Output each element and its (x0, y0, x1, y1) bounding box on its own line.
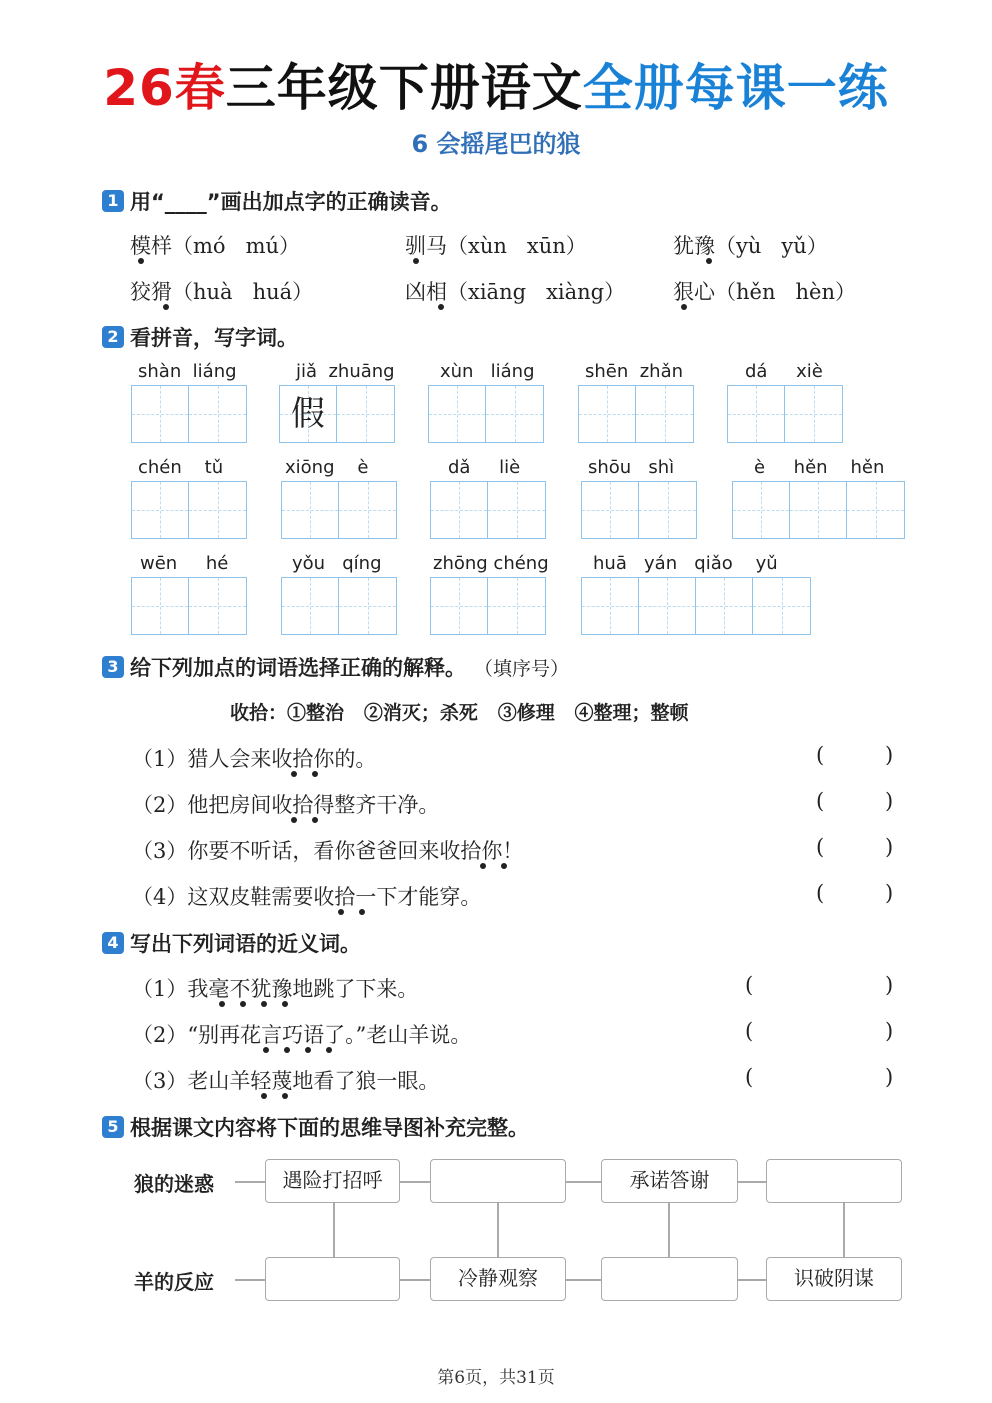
page-title (0, 56, 992, 120)
answer-paren-open: ( (816, 835, 825, 859)
emphasis-dot (240, 1001, 246, 1007)
q4-sentence: （3）老山羊轻蔑地看了狼一眼。 (132, 1069, 440, 1093)
emphasis-dot (263, 1047, 269, 1053)
connector-line (235, 1279, 265, 1281)
emphasis-dot (480, 863, 486, 869)
writing-grid[interactable] (131, 577, 247, 635)
q1-item: 狡猾（huà huá） (130, 280, 314, 304)
q1-item: 驯马（xùn xūn） (405, 234, 587, 258)
writing-grid[interactable] (581, 481, 697, 539)
connector-line (497, 1203, 499, 1257)
q1-item: 凶相（xiāng xiàng） (405, 280, 626, 304)
connector-line (333, 1203, 335, 1257)
q3-instruction: （填序号） (474, 657, 570, 680)
q1-item: 模样（mó mú） (130, 234, 301, 258)
answer-paren-open: ( (816, 789, 825, 813)
writing-grid[interactable] (281, 481, 397, 539)
q1-item: 犹豫（yù yǔ） (673, 234, 828, 258)
lesson-title: 6 会摇尾巴的狼 (411, 130, 581, 158)
emphasis-dot (438, 304, 444, 310)
answer-paren-close: ) (885, 1019, 894, 1043)
mindmap-answer-box[interactable] (766, 1159, 902, 1203)
q1-heading (102, 186, 452, 216)
q3-number: 3 (102, 656, 124, 678)
pinyin-label: dá xiè (745, 361, 823, 382)
mindmap-answer-box[interactable] (601, 1257, 738, 1301)
pinyin-label: jiǎ zhuāng (296, 361, 395, 382)
connector-line (566, 1181, 601, 1183)
q3-heading (102, 652, 569, 682)
pinyin-label: shēn zhǎn (585, 361, 684, 382)
answer-paren-close: ) (885, 835, 894, 859)
q3-title: 给下列加点的词语选择正确的解释。 (130, 656, 466, 680)
mindmap-label-wolf: 狼的迷惑 (134, 1172, 214, 1196)
writing-grid[interactable] (279, 385, 395, 443)
q4-sentence: （1）我毫不犹豫地跳了下来。 (132, 977, 419, 1001)
mindmap-answer-box[interactable] (430, 1159, 566, 1203)
q2-number: 2 (102, 326, 124, 348)
emphasis-dot (706, 258, 712, 264)
pinyin-label: xiōng è (285, 457, 369, 478)
emphasis-dot (261, 1093, 267, 1099)
answer-paren-close: ) (885, 789, 894, 813)
answer-paren-open: ( (745, 1065, 754, 1089)
q3-sentence: （3）你要不听话，看你爸爸回来收拾你！ (132, 839, 524, 863)
writing-grid[interactable] (727, 385, 843, 443)
emphasis-dot (312, 771, 318, 777)
pinyin-label: huā yán qiǎo yǔ (593, 553, 778, 574)
emphasis-dot (284, 1047, 290, 1053)
q4-heading (102, 928, 361, 958)
pinyin-label: yǒu qíng (292, 553, 382, 574)
connector-line (400, 1279, 430, 1281)
title-grade: 三年级下册语文 (225, 59, 583, 117)
title-series: 全册每课一练 (582, 59, 889, 117)
prefilled-char: 假 (291, 394, 325, 434)
answer-paren-close: ) (885, 973, 894, 997)
q1-item: 狠心（hěn hèn） (673, 280, 856, 304)
answer-paren-open: ( (745, 973, 754, 997)
pinyin-label: è hěn hěn (754, 457, 885, 478)
mindmap-box: 承诺答谢 (601, 1159, 738, 1203)
emphasis-dot (291, 771, 297, 777)
q3-sentence: （4）这双皮鞋需要收拾一下才能穿。 (132, 885, 482, 909)
q4-number: 4 (102, 932, 124, 954)
q3-sentence: （2）他把房间收拾得整齐干净。 (132, 793, 440, 817)
writing-grid[interactable] (281, 577, 397, 635)
emphasis-dot (261, 1001, 267, 1007)
emphasis-dot (291, 817, 297, 823)
writing-grid[interactable] (578, 385, 694, 443)
connector-line (566, 1279, 601, 1281)
pinyin-label: shàn liáng (138, 361, 237, 382)
q3-options: 收拾：①整治 ②消灭；杀死 ③修理 ④整理；整顿 (230, 702, 689, 724)
answer-paren-close: ) (885, 743, 894, 767)
answer-paren-open: ( (816, 743, 825, 767)
connector-line (738, 1181, 766, 1183)
mindmap-answer-box[interactable] (265, 1257, 400, 1301)
writing-grid[interactable] (732, 481, 905, 539)
emphasis-dot (338, 909, 344, 915)
writing-grid[interactable] (428, 385, 544, 443)
emphasis-dot (305, 1047, 311, 1053)
emphasis-dot (501, 863, 507, 869)
writing-grid[interactable] (430, 481, 546, 539)
connector-line (738, 1279, 766, 1281)
pinyin-label: chén tǔ (138, 457, 224, 478)
emphasis-dot (219, 1001, 225, 1007)
q1-title: 用“____”画出加点字的正确读音。 (130, 190, 452, 214)
answer-paren-open: ( (745, 1019, 754, 1043)
mindmap-box: 遇险打招呼 (265, 1159, 400, 1203)
pinyin-label: zhōng chéng (433, 553, 549, 574)
connector-line (668, 1203, 670, 1257)
emphasis-dot (282, 1093, 288, 1099)
emphasis-dot (681, 304, 687, 310)
answer-paren-close: ) (885, 881, 894, 905)
mindmap-box: 识破阴谋 (766, 1257, 902, 1301)
title-year: 26春 (103, 59, 226, 117)
pinyin-label: shōu shì (588, 457, 675, 478)
q5-title: 根据课文内容将下面的思维导图补充完整。 (130, 1116, 529, 1140)
q5-heading (102, 1112, 529, 1142)
writing-grid[interactable] (581, 577, 811, 635)
answer-paren-open: ( (816, 881, 825, 905)
emphasis-dot (138, 258, 144, 264)
emphasis-dot (163, 304, 169, 310)
q3-sentence: （1）猎人会来收拾你的。 (132, 747, 377, 771)
emphasis-dot (359, 909, 365, 915)
q5-number: 5 (102, 1116, 124, 1138)
q2-title: 看拼音，写字词。 (130, 326, 298, 350)
mindmap-box: 冷静观察 (430, 1257, 566, 1301)
answer-paren-close: ) (885, 1065, 894, 1089)
pinyin-label: xùn liáng (440, 361, 535, 382)
pinyin-label: dǎ liè (448, 457, 521, 478)
emphasis-dot (326, 1047, 332, 1053)
page-footer: 第6页，共31页 (437, 1368, 555, 1388)
pinyin-label: wēn hé (140, 553, 229, 574)
mindmap-label-sheep: 羊的反应 (134, 1270, 214, 1294)
writing-grid[interactable] (430, 577, 546, 635)
connector-line (400, 1181, 430, 1183)
q4-sentence: （2）“别再花言巧语了。”老山羊说。 (132, 1023, 472, 1047)
q1-number: 1 (102, 190, 124, 212)
emphasis-dot (312, 817, 318, 823)
q2-heading (102, 322, 298, 352)
emphasis-dot (413, 258, 419, 264)
writing-grid[interactable] (131, 385, 247, 443)
writing-grid[interactable] (131, 481, 247, 539)
connector-line (235, 1181, 265, 1183)
connector-line (843, 1203, 845, 1257)
emphasis-dot (282, 1001, 288, 1007)
q4-title: 写出下列词语的近义词。 (130, 932, 361, 956)
